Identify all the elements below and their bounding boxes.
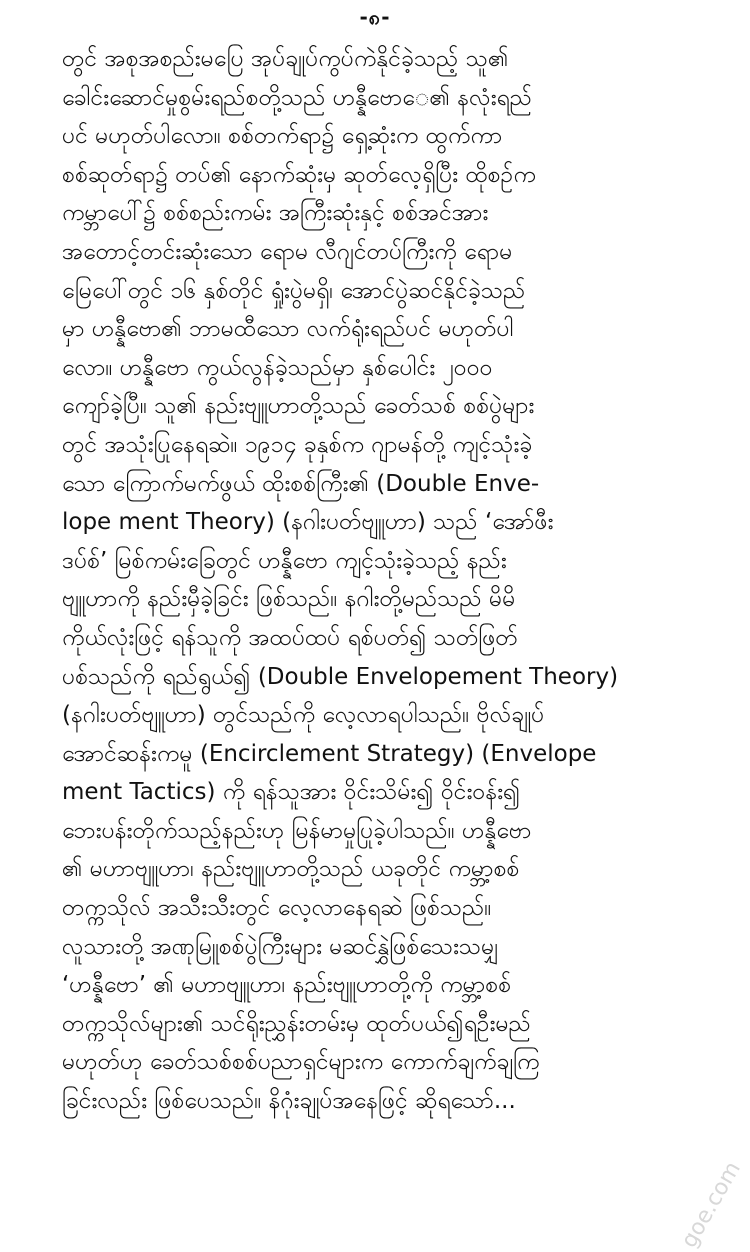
text-line: ဒပ်စ်’ မြစ်ကမ်းခြေတွင် ဟန္နီဗော ကျင့်သုံးခဲ့သည့် နည်း [62,542,742,581]
text-line: ဗျူဟာကို နည်းမှီခဲ့ခြင်း ဖြစ်သည်။ နဂါးတို့မည်သည် မိမိ [62,580,742,619]
text-line: ခြင်းလည်း ဖြစ်ပေသည်။ နိဂုံးချုပ်အနေဖြင့် ဆိုရသော်... [62,1082,742,1121]
text-line: lope ment Theory) (နဂါးပတ်ဗျူဟာ) သည် ‘အော်ဖီး [62,503,742,542]
text-line: တက္ကသိုလ်များ၏ သင်ရိုးညွှန်းတမ်းမှ ထုတ်ပယ်၍ရဦးမည် [62,1005,742,1044]
text-line: သော ကြောက်မက်ဖွယ် ထိုးစစ်ကြီး၏ (Double Enve- [62,465,742,504]
text-line: ၏ မဟာဗျူဟာ၊ နည်းဗျူဟာတို့သည် ယခုတိုင် ကမ္ဘာ့စစ် [62,850,742,889]
body-text [62,40,742,1121]
text-line: ကျော်ခဲ့ပြီ။ သူ၏ နည်းဗျူဟာတို့သည် ခေတ်သစ် စစ်ပွဲများ [62,387,742,426]
text-line: အောင်ဆန်းကမူ (Encirclement Strategy) (Envelope [62,735,742,774]
text-line: လော။ ဟန္နီဗော ကွယ်လွန်ခဲ့သည်မှာ နှစ်ပေါင်း ၂၀၀၀ [62,349,742,388]
watermark: goe.com [677,1158,746,1252]
text-line: ပစ်သည်ကို ရည်ရွယ်၍ (Double Envelopement Theory) [62,658,742,697]
text-line: ကမ္ဘာပေါ်၌ စစ်စည်းကမ်း အကြီးဆုံးနှင့် စစ်အင်အား [62,194,742,233]
text-line: လူသားတို့ အဏုမြူစစ်ပွဲကြီးများ မဆင်နွှဲဖြစ်သေးသမျှ [62,928,742,967]
text-line: ကိုယ်လုံးဖြင့် ရန်သူကို အထပ်ထပ် ရစ်ပတ်၍ သတ်ဖြတ် [62,619,742,658]
text-line: ခေါင်းဆောင်မှုစွမ်းရည်စတို့သည် ဟန္နီဗောေ၏ နလုံးရည် [62,79,742,118]
text-line: ment Tactics) ကို ရန်သူအား ဝိုင်းသိမ်း၍ ဝိုင်းဝန်း၍ [62,773,742,812]
text-line: မှာ ဟန္နီဗော၏ ဘာမထီသော လက်ရုံးရည်ပင် မဟုတ်ပါ [62,310,742,349]
text-line: ‘ဟန္နီဗော’ ၏ မဟာဗျူဟာ၊ နည်းဗျူဟာတို့ကို ကမ္ဘာ့စစ် [62,966,742,1005]
text-line: စစ်ဆုတ်ရာ၌ တပ်၏ နောက်ဆုံးမှ ဆုတ်လေ့ရှိပြီး ထိုစဉ်က [62,156,742,195]
text-line: ပင် မဟုတ်ပါလော။ စစ်တက်ရာ၌ ရှေ့ဆုံးက ထွက်ကာ [62,117,742,156]
text-line: မဟုတ်ဟု ခေတ်သစ်စစ်ပညာရှင်များက ကောက်ချက်ချကြ [62,1043,742,1082]
text-line: ဘေးပန်းတိုက်သည့်နည်းဟု မြန်မာမှုပြုခဲ့ပါသည်။ ဟန္နီဗော [62,812,742,851]
text-line: တွင် အသုံးပြုနေရဆဲ။ ၁၉၁၄ ခုနှစ်က ဂျာမန်တို့ ကျင့်သုံးခဲ့ [62,426,742,465]
page-number: -၈- [0,4,750,34]
text-line: မြေပေါ်တွင် ၁၆ နှစ်တိုင် ရှုံးပွဲမရှိ၊ အောင်ပွဲဆင်နိုင်ခဲ့သည် [62,272,742,311]
text-line: တက္ကသိုလ် အသီးသီးတွင် လေ့လာနေရဆဲ ဖြစ်သည်။ [62,889,742,928]
text-line: (နဂါးပတ်ဗျူဟာ) တွင်သည်ကို လေ့လာရပါသည်။ ဗိုလ်ချုပ် [62,696,742,735]
text-line: အတောင့်တင်းဆုံးသော ရောမ လီဂျင်တပ်ကြီးကို ရောမ [62,233,742,272]
text-line: တွင် အစုအစည်းမပြေ အုပ်ချုပ်ကွပ်ကဲနိုင်ခဲ့သည့် သူ၏ [62,40,742,79]
